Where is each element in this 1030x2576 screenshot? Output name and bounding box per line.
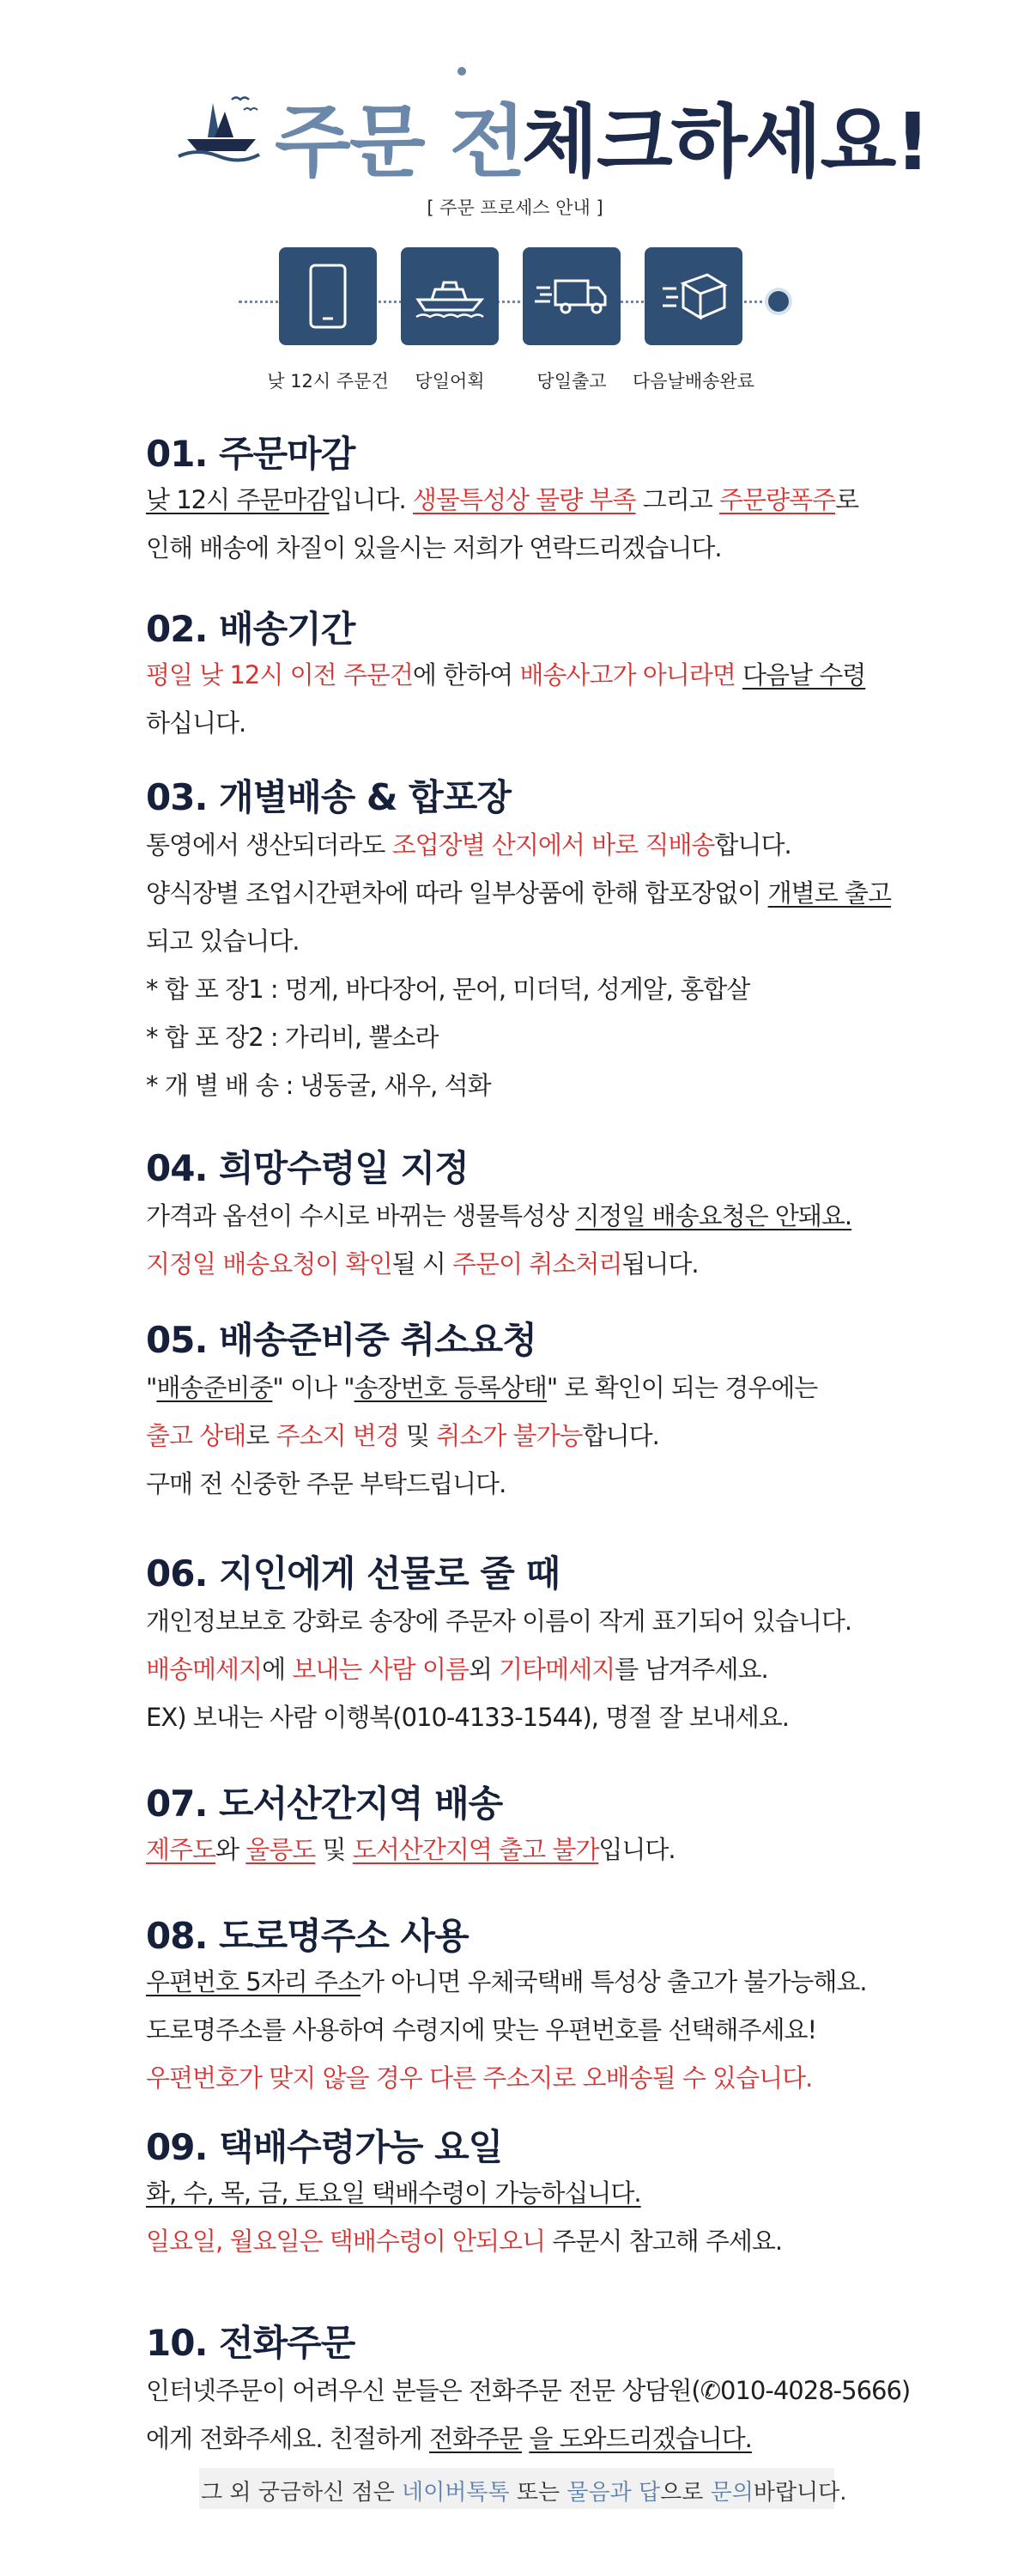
- process-step-label: 다음날배송완료: [632, 371, 754, 392]
- section-05-line-2: [146, 1417, 659, 1452]
- section-05-line-3: 구매 전 신중한 주문 부탁드립니다.: [146, 1469, 506, 1498]
- section-title-05: 05. 배송준비중 취소요청: [146, 1319, 536, 1361]
- section-title-02: 02. 배송기간: [146, 608, 355, 650]
- title-accent-dot: [457, 67, 466, 76]
- text-span: 주문이 취소처리: [452, 1249, 622, 1279]
- section-title-03: 03. 개별배송 & 합포장: [146, 776, 511, 818]
- section-title-10: 10. 전화주문: [146, 2322, 355, 2364]
- process-step-label: 당일출고: [536, 371, 607, 392]
- truck-icon: [523, 247, 621, 345]
- process-subtitle: [ 주문 프로세스 안내 ]: [427, 197, 603, 218]
- section-10-line-2: [146, 2420, 752, 2455]
- text-span: 낮 12시 주문마감: [146, 485, 330, 514]
- naver-talktalk-link[interactable]: 네이버톡톡: [402, 2480, 510, 2506]
- text-span: 그 외 궁금하신 점은: [201, 2480, 402, 2506]
- text-span: ": [146, 1373, 157, 1402]
- text-span: 다음날 수령: [742, 660, 866, 690]
- text-span: 통영에서 생산되더라도: [146, 830, 392, 860]
- section-01-line-1: [146, 481, 858, 516]
- text-span: " 이나 ": [272, 1373, 354, 1402]
- text-span: 주소지 변경: [276, 1421, 399, 1450]
- page-title-part1: 주문 전: [275, 96, 524, 188]
- text-span: 를 남겨주세요.: [615, 1655, 768, 1684]
- text-span: 주문량폭주: [718, 485, 836, 514]
- text-span: 기타메세지: [499, 1655, 615, 1684]
- text-span: 및: [315, 1835, 353, 1864]
- text-span: 인터넷주문이 어려우신 분들은 전화주문 전문 상담원(: [146, 2376, 700, 2405]
- process-step: [267, 247, 389, 392]
- section-title-04: 04. 희망수령일 지정: [146, 1147, 469, 1189]
- text-span: 주문시 참고해 주세요.: [545, 2227, 783, 2256]
- section-09-line-2: [146, 2222, 782, 2257]
- text-span: 에: [262, 1655, 293, 1684]
- process-endpoint: [768, 291, 789, 312]
- process-step: [632, 247, 754, 392]
- text-span: 배송준비중: [156, 1373, 273, 1402]
- page-title-part2: 체크하세요!: [522, 96, 930, 188]
- text-span: 가격과 옵션이 수시로 바뀌는 생물특성상: [146, 1201, 576, 1230]
- section-06-line-2: [146, 1650, 768, 1686]
- text-span: 일요일, 월요일은 택배수령이 안되오니: [146, 2227, 546, 2256]
- text-span: 울릉도: [245, 1835, 316, 1864]
- order-process: [0, 240, 1030, 395]
- text-span: 조업장별 산지에서 바로 직배송: [391, 830, 715, 860]
- text-span: " 로 확인이 되는 경우에는: [546, 1373, 818, 1402]
- section-05-line-1: [146, 1369, 817, 1404]
- text-span: 됩니다.: [621, 1249, 699, 1279]
- section-01-line-2: 인해 배송에 차질이 있을시는 저희가 연락드리겠습니다.: [146, 533, 722, 562]
- text-span: 및: [398, 1421, 437, 1450]
- process-step-label: 당일어획: [415, 371, 485, 392]
- section-04-line-1: [146, 1197, 851, 1232]
- text-span: 입니다.: [598, 1835, 676, 1864]
- text-span: 으로: [660, 2480, 711, 2506]
- text-span: 외: [468, 1655, 500, 1684]
- package-icon: [645, 247, 742, 345]
- text-span: 또는: [509, 2480, 567, 2506]
- section-08-line-2: 도로명주소를 사용하여 수령지에 맞는 우편번호를 선택해주세요!: [146, 2015, 817, 2044]
- text-span: 합니다.: [582, 1421, 659, 1450]
- section-02-line-2: 하십니다.: [146, 708, 246, 738]
- section-08-line-3: 우편번호가 맞지 않을 경우 다른 주소지로 오배송될 수 있습니다.: [146, 2063, 813, 2093]
- text-span: 로: [835, 485, 859, 514]
- process-step-label: 낮 12시 주문건: [267, 371, 389, 392]
- section-03-line-6: * 개 별 배 송 : 냉동굴, 새우, 석화: [146, 1071, 491, 1100]
- text-span: 010-4028-5666): [720, 2376, 911, 2405]
- text-span: 우편번호 5자리 주소: [146, 1967, 360, 1996]
- section-08-line-1: [146, 1963, 867, 1998]
- text-span: 와: [215, 1835, 246, 1864]
- text-span: 전화주문: [429, 2424, 523, 2453]
- section-03-line-2: [146, 874, 891, 909]
- text-span: 가 아니면 우체국택배 특성상 출고가 불가능해요.: [360, 1967, 867, 1996]
- section-03-line-5: * 합 포 장2 : 가리비, 뿔소라: [146, 1023, 439, 1052]
- text-span: 출고 상태: [146, 1421, 246, 1450]
- text-span: 그리고: [635, 485, 719, 514]
- text-span: 송장번호 등록상태: [354, 1373, 547, 1402]
- text-span: 지정일 배송요청은 안돼요.: [575, 1201, 852, 1230]
- section-02-line-1: [146, 656, 865, 691]
- text-span: 취소가 불가능: [436, 1421, 583, 1450]
- section-title-01: 01. 주문마감: [146, 433, 355, 475]
- section-title-07: 07. 도서산간지역 배송: [146, 1783, 503, 1825]
- qna-link[interactable]: 물음과 답: [566, 2480, 661, 2506]
- text-span: 도서산간지역 출고 불가: [352, 1835, 599, 1864]
- text-span: 입니다.: [329, 485, 413, 514]
- section-title-09: 09. 택배수령가능 요일: [146, 2126, 503, 2168]
- text-span: 에 한하여: [412, 660, 520, 690]
- footer-note: [201, 2475, 847, 2506]
- text-span: 양식장별 조업시간편차에 따라 일부상품에 한해 합포장없이: [146, 878, 768, 908]
- section-03-line-4: * 합 포 장1 : 멍게, 바다장어, 문어, 미더덕, 성게알, 홍합살: [146, 975, 750, 1004]
- process-step: [401, 247, 499, 392]
- boat-logo-icon: [172, 86, 266, 163]
- text-span: 평일 낮 12시 이전 주문건: [146, 660, 413, 690]
- text-span: 바랍니다.: [753, 2480, 847, 2506]
- text-span: 합니다.: [714, 830, 791, 860]
- smartphone-icon: [279, 247, 377, 345]
- ship-icon: [401, 247, 499, 345]
- section-09-line-1: 화, 수, 목, 금, 토요일 택배수령이 가능하십니다.: [146, 2178, 641, 2208]
- section-10-line-1: [146, 2372, 910, 2407]
- text-span: 될 시: [391, 1249, 453, 1279]
- text-span: 배송사고가 아니라면: [519, 660, 736, 690]
- text-span: 배송메세지: [146, 1655, 263, 1684]
- section-title-06: 06. 지인에게 선물로 줄 때: [146, 1552, 560, 1595]
- section-title-08: 08. 도로명주소 사용: [146, 1915, 469, 1957]
- section-06-line-1: 개인정보보호 강화로 송장에 주문자 이름이 작게 표기되어 있습니다.: [146, 1607, 852, 1636]
- text-span: 보내는 사람 이름: [292, 1655, 469, 1684]
- text-span: 생물특성상 물량 부족: [412, 485, 636, 514]
- section-07-line-1: [146, 1831, 676, 1866]
- section-03-line-1: [146, 826, 791, 861]
- section-03-line-3: 되고 있습니다.: [146, 927, 300, 956]
- text-span: 을 도와드리겠습니다.: [529, 2424, 752, 2453]
- text-span: 개별로 출고: [767, 878, 891, 908]
- text-span: [736, 660, 742, 690]
- page-header: [0, 52, 1030, 188]
- text-span: 지정일 배송요청이 확인: [146, 1249, 392, 1279]
- process-step: [523, 247, 621, 392]
- text-span: 제주도: [146, 1835, 216, 1864]
- inquiry-link[interactable]: 문의: [710, 2480, 754, 2506]
- section-04-line-2: [146, 1245, 699, 1280]
- text-span: 로: [245, 1421, 276, 1450]
- section-06-line-3: EX) 보내는 사람 이행복(010-4133-1544), 명절 잘 보내세요.: [146, 1703, 789, 1732]
- text-span: 에게 전화주세요. 친절하게: [146, 2424, 430, 2453]
- phone-icon: ✆: [700, 2376, 721, 2405]
